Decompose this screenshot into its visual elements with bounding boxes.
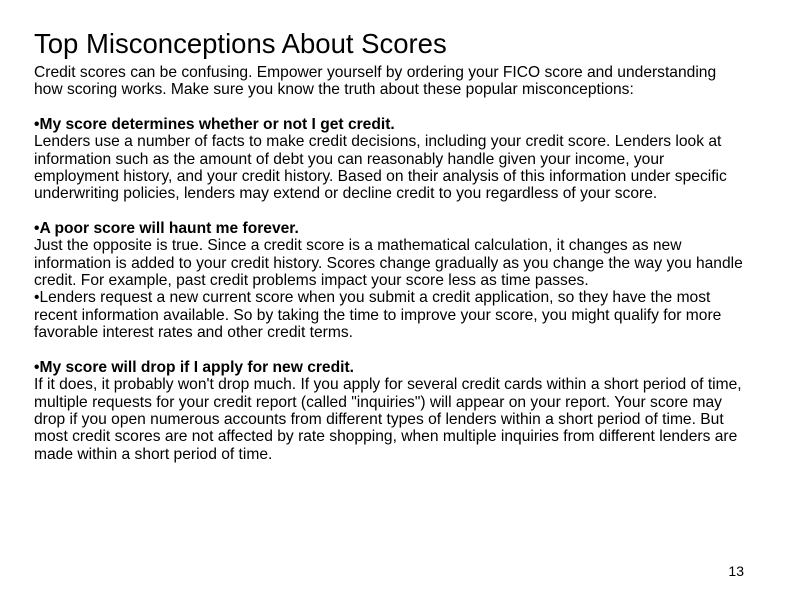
misconception-heading: •My score determines whether or not I get credit. [34,115,395,133]
misconception-explanation: If it does, it probably won't drop much. If you apply for several credit cards within a short period of time, multiple requests for your credit report (called "inquiries") will appear on your report. Your score may drop if you open numerous accounts from different types of lenders within a short period of time. But most credit scores are not affected by rate shopping, when multiple inquiries from different lenders are made within a short period of time. [34,376,742,463]
intro-paragraph: Credit scores can be confusing. Empower yourself by ordering your FICO score and understanding how scoring works. Make sure you know the truth about these popular misconceptions: [34,64,717,99]
misconception-heading: •A poor score will haunt me forever. [34,219,299,237]
slide-title: Top Misconceptions About Scores [34,28,447,59]
slide-body [34,64,746,480]
misconception-section-credit-decision [34,116,746,203]
misconception-explanation: Just the opposite is true. Since a credit score is a mathematical calculation, it changes as new information is added to your credit history. Scores change gradually as you change the way you handle credit. For example, past credit problems impact your score less as time passes. [34,237,743,290]
misconception-heading: •My score will drop if I apply for new credit. [34,358,354,376]
misconception-section-poor-score [34,220,746,342]
misconception-explanation: Lenders use a number of facts to make credit decisions, including your credit score. Lenders look at information such as the amount of debt you can reasonably handle given your income, your employment history, and your credit history. Based on their analysis of this information under specific underwriting policies, lenders may extend or decline credit to you regardless of your score. [34,133,727,203]
misconception-section-new-credit [34,359,746,463]
misconception-explanation: •Lenders request a new current score when you submit a credit application, so they have the most recent information available. So by taking the time to improve your score, you might qualify for more favorable interest rates and other credit terms. [34,289,722,342]
page-number: 13 [728,563,744,579]
